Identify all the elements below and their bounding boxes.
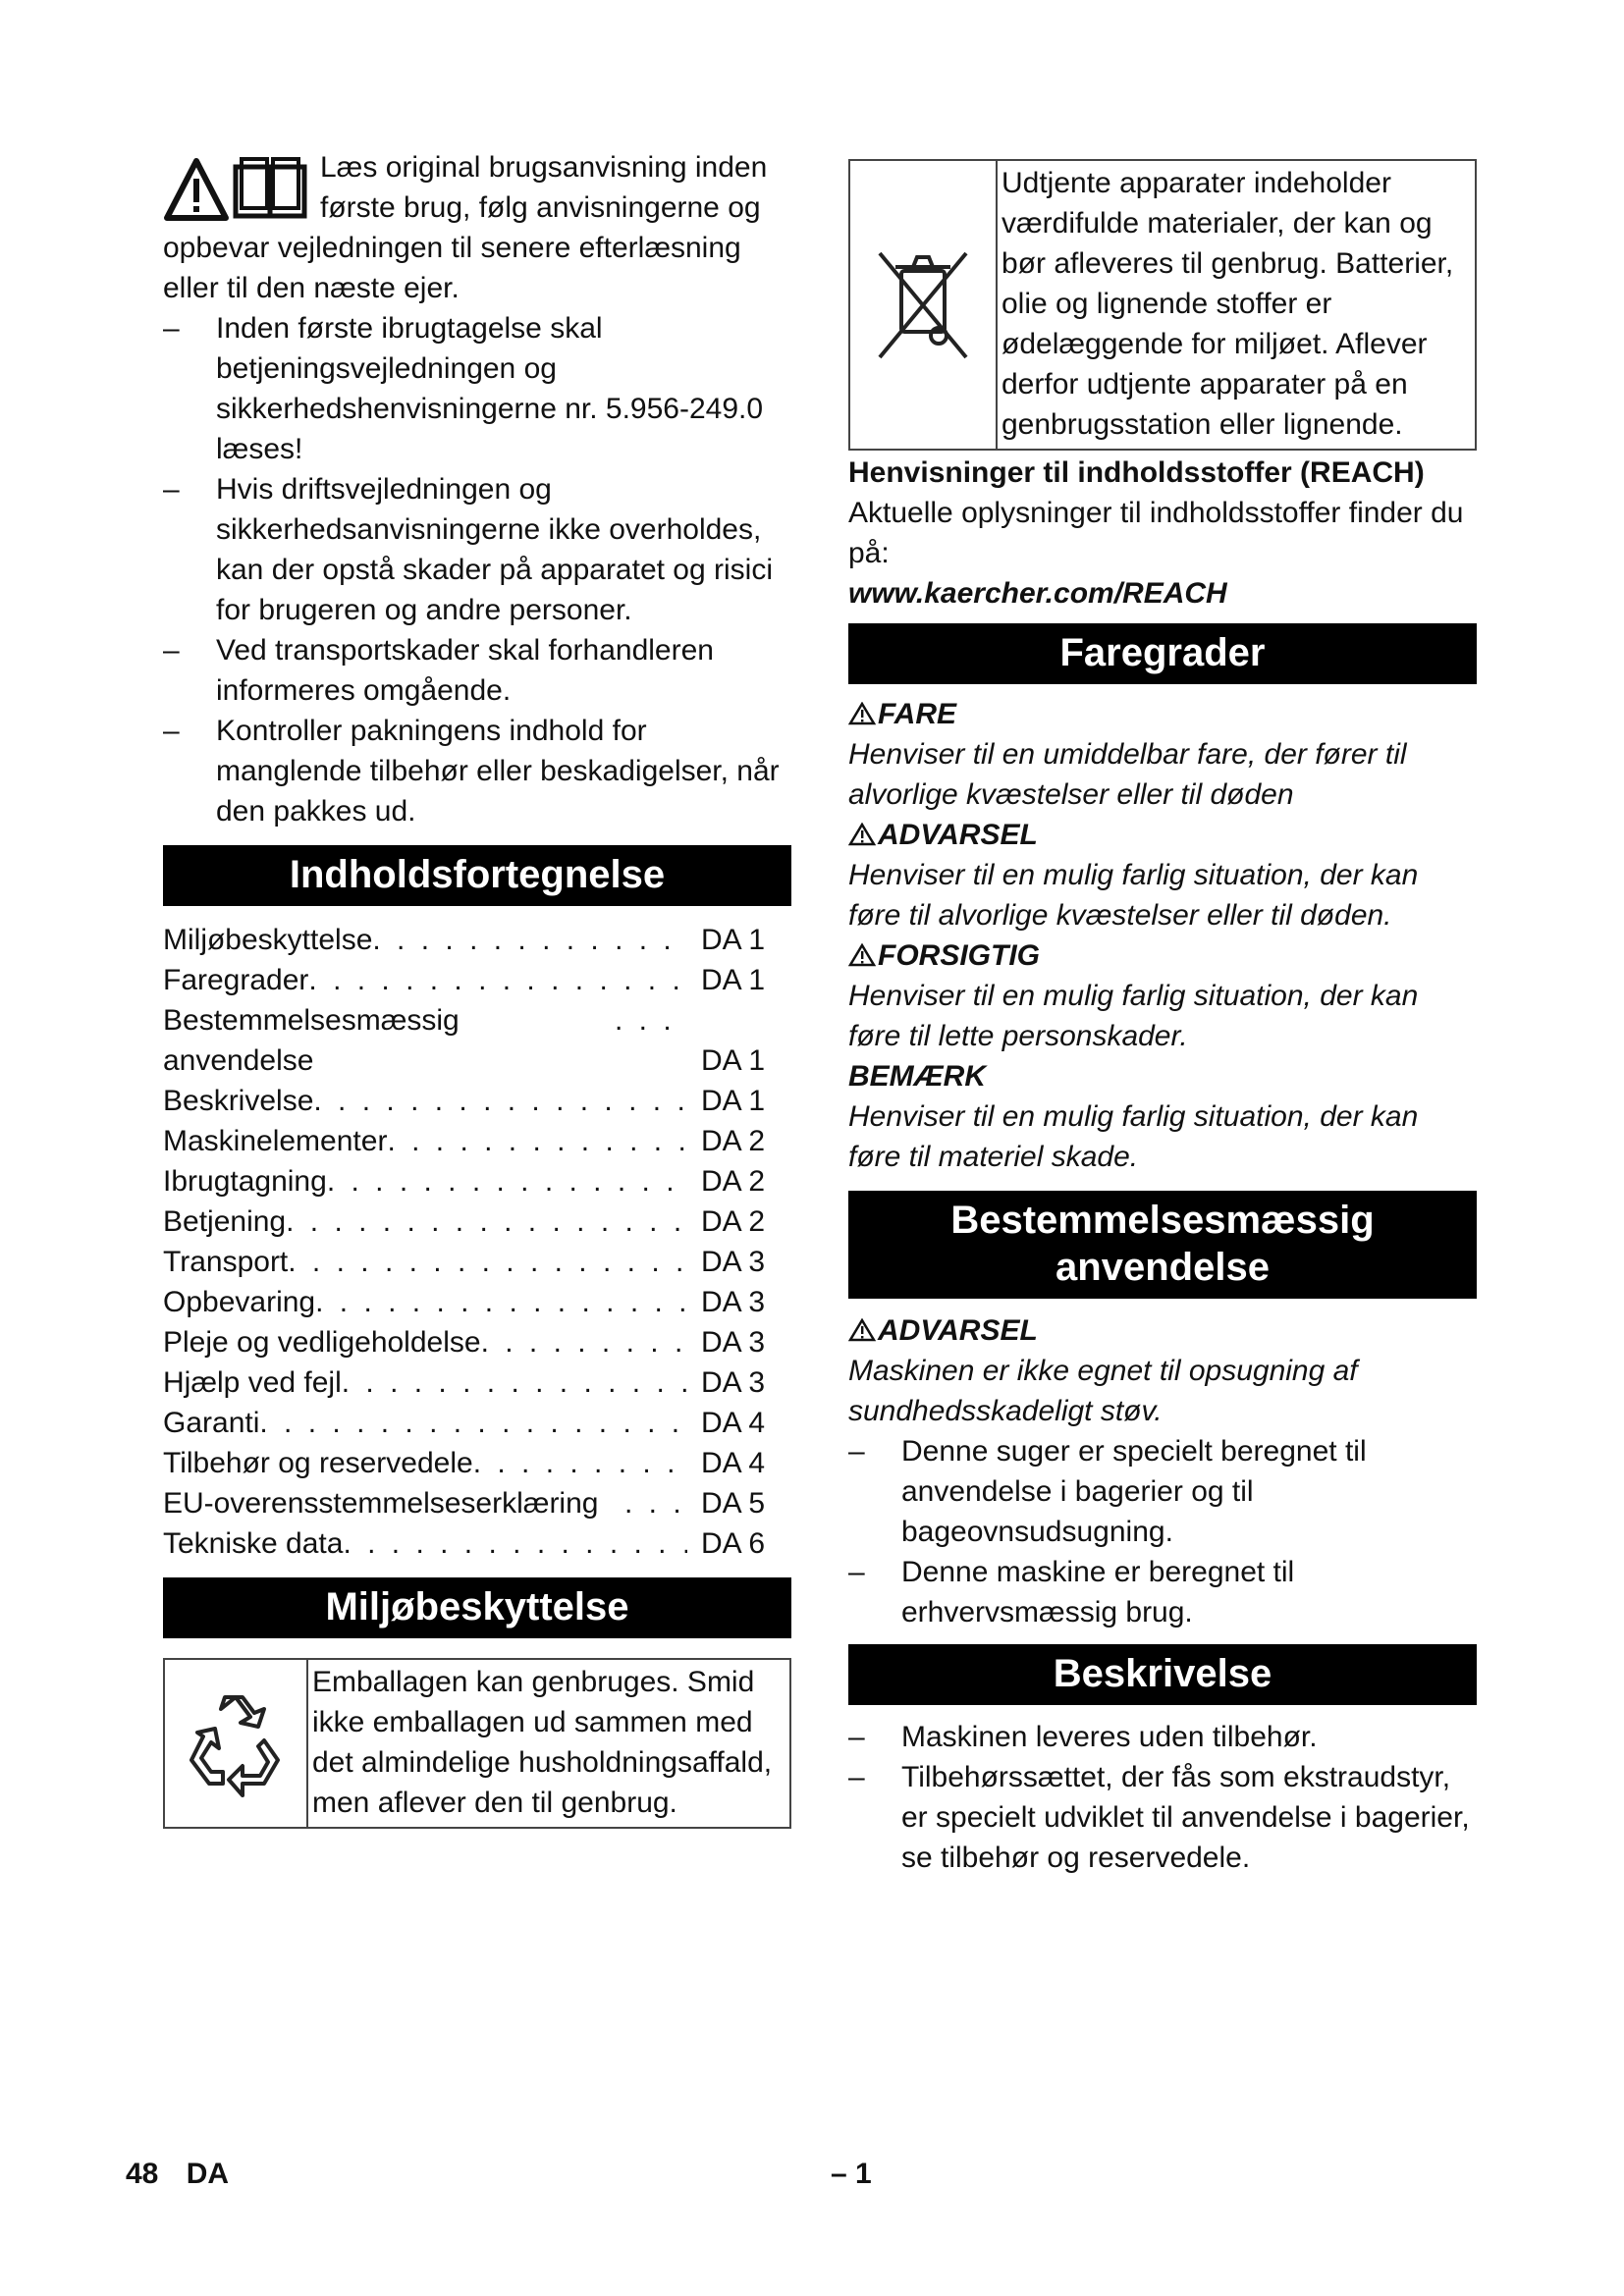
intro-bullet: – Kontroller pakningens indhold for manglende tilbehør eller beskadigelser, når den pakkes ud. xyxy=(163,715,780,828)
intended-section xyxy=(848,1310,1477,1632)
env-heading: Miljøbeskyttelse xyxy=(163,1577,791,1638)
toc-entry[interactable]: Hjælp ved fejl . . . DA 3 xyxy=(163,1362,791,1403)
toc-entry[interactable]: Tekniske data . . . DA 6 xyxy=(163,1523,791,1564)
intended-warn-text: Maskinen er ikke egnet til opsugning af sundhedsskadeligt støv. xyxy=(848,1355,1358,1427)
warning-manual-icon xyxy=(163,153,310,222)
recycle-text: Emballagen kan genbruges. Smid ikke emballagen ud sammen med det almindelige husholdningsaffald, men aflever den til genbrug. xyxy=(312,1666,773,1819)
left-column xyxy=(163,147,791,1829)
description-section xyxy=(848,1717,1477,1878)
intended-warn-label: ADVARSEL xyxy=(848,1310,1477,1351)
toc-entry[interactable]: Pleje og vedligeholdelse . . . DA 3 xyxy=(163,1322,791,1362)
hazard-heading: Faregrader xyxy=(848,623,1477,684)
reach-text: Aktuelle oplysninger til indholdsstoffer finder du på: xyxy=(848,497,1464,569)
page-number: 48 xyxy=(126,2158,159,2190)
footer-page xyxy=(126,2158,229,2191)
recycle-box xyxy=(163,1658,791,1829)
page-lang: DA xyxy=(186,2158,230,2190)
toc-entry[interactable]: Opbevaring . . . DA 3 xyxy=(163,1282,791,1322)
crossed-bin-icon xyxy=(850,161,998,449)
description-bullet: – Maskinen leveres uden tilbehør. xyxy=(848,1721,1318,1753)
hazard-list xyxy=(848,694,1477,1177)
hazard-label: ADVARSEL xyxy=(848,815,1477,855)
hazard-text: Henviser til en mulig farlig situation, der kan føre til lette personskader. xyxy=(848,980,1419,1052)
warning-icon xyxy=(848,1318,876,1342)
description-bullet: – Tilbehørssættet, der fås som ekstraudstyr, er specielt udviklet til anvendelse i bagerier, se tilbehør og reservedele. xyxy=(848,1761,1470,1874)
toc-heading: Indholdsfortegnelse xyxy=(163,845,791,906)
intro-section xyxy=(163,147,791,308)
toc-list xyxy=(163,920,791,1564)
hazard-text: Henviser til en umiddelbar fare, der fører til alvorlige kvæstelser eller til døden xyxy=(848,738,1407,811)
reach-heading: Henvisninger til indholdsstoffer (REACH) xyxy=(848,456,1425,489)
toc-entry[interactable]: Transport . . . DA 3 xyxy=(163,1242,791,1282)
hazard-text: Henviser til en mulig farlig situation, der kan føre til materiel skade. xyxy=(848,1100,1419,1173)
intended-heading: Bestemmelsesmæssig anvendelse xyxy=(848,1191,1477,1299)
toc-entry[interactable]: Faregrader . . . DA 1 xyxy=(163,960,791,1000)
warning-icon xyxy=(848,823,876,846)
toc-entry[interactable]: Betjening . . . DA 2 xyxy=(163,1201,791,1242)
description-heading: Beskrivelse xyxy=(848,1644,1477,1705)
right-column xyxy=(848,159,1477,1878)
intro-bullet: – Hvis driftsvejledningen og sikkerhedsanvisningerne ikke overholdes, kan der opstå skader på apparatet og risici for brugeren og andre personer. xyxy=(163,473,773,626)
toc-entry[interactable]: Maskinelementer . . . DA 2 xyxy=(163,1121,791,1161)
toc-entry[interactable]: Tilbehør og reservedele . . . DA 4 xyxy=(163,1443,791,1483)
hazard-label: FORSIGTIG xyxy=(848,935,1477,976)
reach-url[interactable]: www.kaercher.com/REACH xyxy=(848,577,1227,610)
hazard-label: FARE xyxy=(848,694,1477,734)
disposal-text: Udtjente apparater indeholder værdifulde materialer, der kan og bør afleveres til genbrug. Batterier, olie og lignende stoffer er ødelæggende for miljøet. Aflever derfor udtjente apparater på en genbrugsstation eller lignende. xyxy=(1001,167,1454,441)
hazard-text: Henviser til en mulig farlig situation, der kan føre til alvorlige kvæstelser eller til døden. xyxy=(848,859,1419,932)
intended-bullet: – Denne suger er specielt beregnet til anvendelse i bagerier og til bageovnsudsugning. xyxy=(848,1435,1367,1548)
warning-icon xyxy=(848,943,876,967)
toc-entry[interactable]: Bestemmelsesmæssig anvendelse . . . DA 1 xyxy=(163,1000,791,1081)
intro-bullet: – Inden første ibrugtagelse skal betjeningsvejledningen og sikkerhedshenvisningerne nr. 5.956-249.0 læses! xyxy=(163,312,764,465)
intro-bullet: – Ved transportskader skal forhandleren informeres omgående. xyxy=(163,634,714,707)
recycle-icon xyxy=(165,1660,308,1827)
disposal-box xyxy=(848,159,1477,451)
intended-bullet: – Denne maskine er beregnet til erhvervsmæssig brug. xyxy=(848,1556,1295,1629)
intro-text: Læs original brugsanvisning inden første brug, følg anvisningerne og opbevar vejledningen til senere efterlæsning eller til den næste ejer. xyxy=(163,151,768,304)
toc-entry[interactable]: Miljøbeskyttelse . . . DA 1 xyxy=(163,920,791,960)
toc-entry[interactable]: EU-overensstemmelseserklæring . . . DA 5 xyxy=(163,1483,791,1523)
footer-center: – 1 xyxy=(831,2158,872,2190)
toc-entry[interactable]: Beskrivelse . . . DA 1 xyxy=(163,1081,791,1121)
hazard-label: BEMÆRK xyxy=(848,1060,986,1093)
toc-entry[interactable]: Garanti . . . DA 4 xyxy=(163,1403,791,1443)
toc-entry[interactable]: Ibrugtagning . . . DA 2 xyxy=(163,1161,791,1201)
warning-icon xyxy=(848,702,876,725)
